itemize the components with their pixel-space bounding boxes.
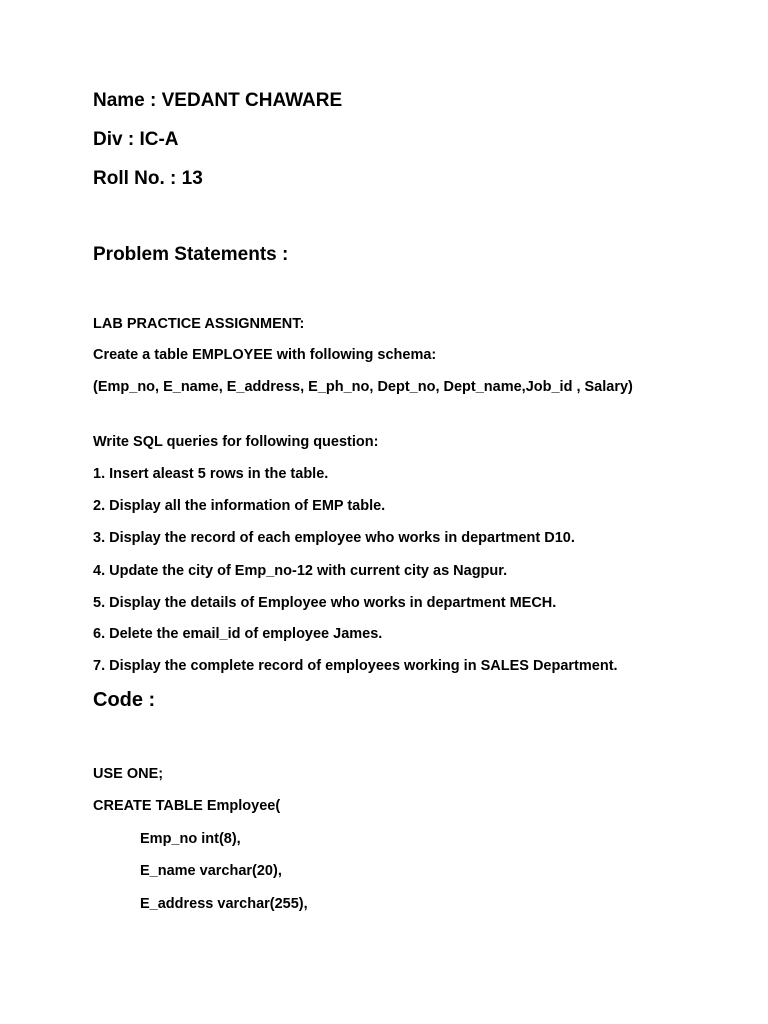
code-line: E_address varchar(255), [140, 896, 308, 912]
problem-statements-heading: Problem Statements : [93, 244, 289, 265]
question-item: 2. Display all the information of EMP table. [93, 498, 386, 514]
code-line: Emp_no int(8), [140, 831, 241, 847]
code-heading: Code : [93, 689, 156, 711]
question-item: 6. Delete the email_id of employee James. [93, 626, 383, 642]
write-queries-instruction: Write SQL queries for following question: [93, 434, 379, 450]
question-item: 3. Display the record of each employee who works in department D10. [93, 530, 575, 546]
code-line: USE ONE; [93, 766, 164, 782]
create-table-instruction: Create a table EMPLOYEE with following schema: [93, 347, 437, 363]
student-division: Div : IC-A [93, 129, 179, 150]
table-schema: (Emp_no, E_name, E_address, E_ph_no, Dept_no, Dept_name,Job_id , Salary) [93, 379, 633, 395]
question-item: 7. Display the complete record of employees working in SALES Department. [93, 658, 618, 674]
assignment-title: LAB PRACTICE ASSIGNMENT: [93, 316, 305, 332]
question-item: 5. Display the details of Employee who works in department MECH. [93, 595, 557, 611]
code-line: E_name varchar(20), [140, 863, 282, 879]
code-line: CREATE TABLE Employee( [93, 798, 281, 814]
student-roll-number: Roll No. : 13 [93, 168, 203, 189]
student-name: Name : VEDANT CHAWARE [93, 90, 343, 111]
question-item: 4. Update the city of Emp_no-12 with current city as Nagpur. [93, 563, 508, 579]
question-item: 1. Insert aleast 5 rows in the table. [93, 466, 329, 482]
